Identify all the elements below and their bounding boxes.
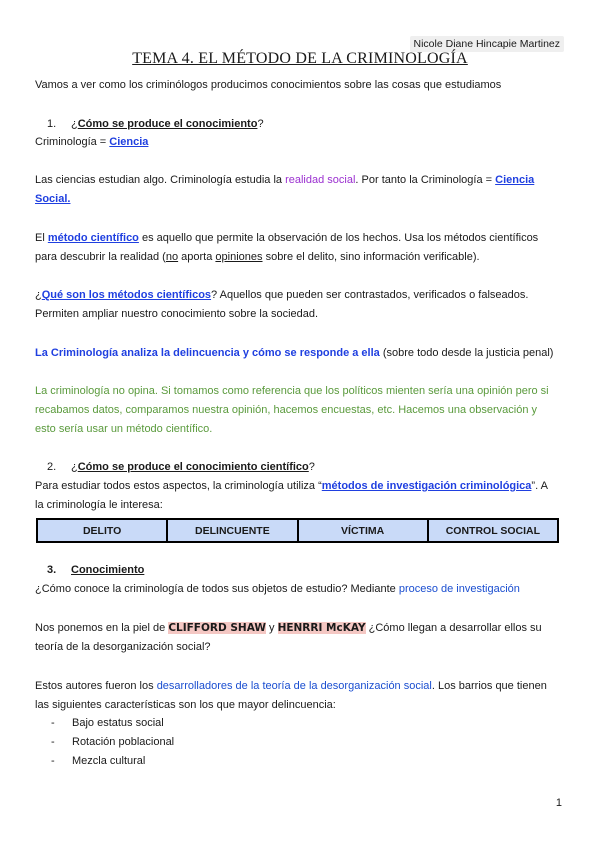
ciencia-social-link[interactable]: Ciencia: [495, 174, 535, 186]
metodos-investigacion-link[interactable]: métodos de investigación criminológica: [321, 480, 532, 492]
social-link[interactable]: Social.: [35, 193, 71, 205]
criminologia-equation: Criminología = Ciencia: [35, 136, 149, 148]
paragraph-metodo: El método científico es aquello que permite la observación de los hechos. Usa los métodos científicos: [35, 232, 539, 244]
section-3-number: 3.: [47, 564, 57, 576]
paragraph-analiza: La Criminología analiza la delincuencia y cómo se responde a ella (sobre todo desde la justicia penal): [35, 347, 554, 359]
author-name: Nicole Diane Hincapie Martinez: [410, 36, 564, 52]
table-row: [37, 519, 558, 542]
paragraph-estudiar: Para estudiar todos estos aspectos, la criminología utiliza “métodos de investigación criminológica”. A: [35, 480, 548, 492]
categories-table: [36, 518, 559, 543]
section-1-number: 1.: [47, 118, 57, 130]
list-item: - Mezcla cultural: [51, 755, 146, 767]
paragraph-ciencias: Las ciencias estudian algo. Criminología estudia la realidad social. Por tanto la Criminología = Ciencia: [35, 174, 535, 186]
highlight-name: CLIFFORD SHAW: [168, 622, 266, 634]
paragraph-no-opina: La criminología no opina. Si tomamos como referencia que los políticos mienten sería una opinión pero si: [35, 385, 549, 397]
paragraph-autores: Estos autores fueron los desarrolladores de la teoría de la desorganización social. Los barrios que tienen: [35, 680, 547, 692]
ciencia-link[interactable]: Ciencia: [109, 136, 149, 148]
section-2-link[interactable]: Cómo se produce el conocimiento científico: [77, 461, 309, 473]
que-son-metodos-link[interactable]: Qué son los métodos científicos: [41, 289, 212, 301]
realidad-social-text: realidad social: [285, 174, 356, 186]
section-2-heading: 2. ¿Cómo se produce el conocimiento científico?: [35, 458, 563, 477]
paragraph-como-conoce: ¿Cómo conoce la criminología de todos sus objetos de estudio? Mediante proceso de investigación: [35, 583, 520, 595]
section-1-heading: 1. ¿Cómo se produce el conocimiento?: [35, 115, 563, 134]
list-item: - Bajo estatus social: [51, 717, 164, 729]
page-title: TEMA 4. EL MÉTODO DE LA CRIMINOLOGÍA: [132, 50, 468, 67]
category-cell: VÍCTIMA: [298, 519, 428, 542]
paragraph-que-son: ¿Qué son los métodos científicos? Aquellos que pueden ser contrastados, verificados o falseados.: [35, 289, 529, 301]
category-cell: CONTROL SOCIAL: [428, 519, 558, 542]
highlight-name: HENRRI McKAY: [277, 622, 366, 634]
list-item: - Rotación poblacional: [51, 736, 175, 748]
section-2-number: 2.: [47, 461, 57, 473]
page-number: 1: [555, 797, 562, 809]
intro-text: Vamos a ver como los criminólogos producimos conocimientos sobre las cosas que estudiamos: [35, 79, 502, 91]
category-cell: DELITO: [37, 519, 167, 542]
section-1-link[interactable]: Cómo se produce el conocimiento: [77, 118, 258, 130]
category-cell: DELINCUENTE: [167, 519, 297, 542]
paragraph-shaw-mckay: Nos ponemos en la piel de CLIFFORD SHAW y HENRRI McKAY ¿Cómo llegan a desarrollar ellos su: [35, 622, 542, 634]
metodo-cientifico-link[interactable]: método científico: [47, 232, 139, 244]
section-3-heading: 3. Conocimiento: [35, 561, 563, 580]
